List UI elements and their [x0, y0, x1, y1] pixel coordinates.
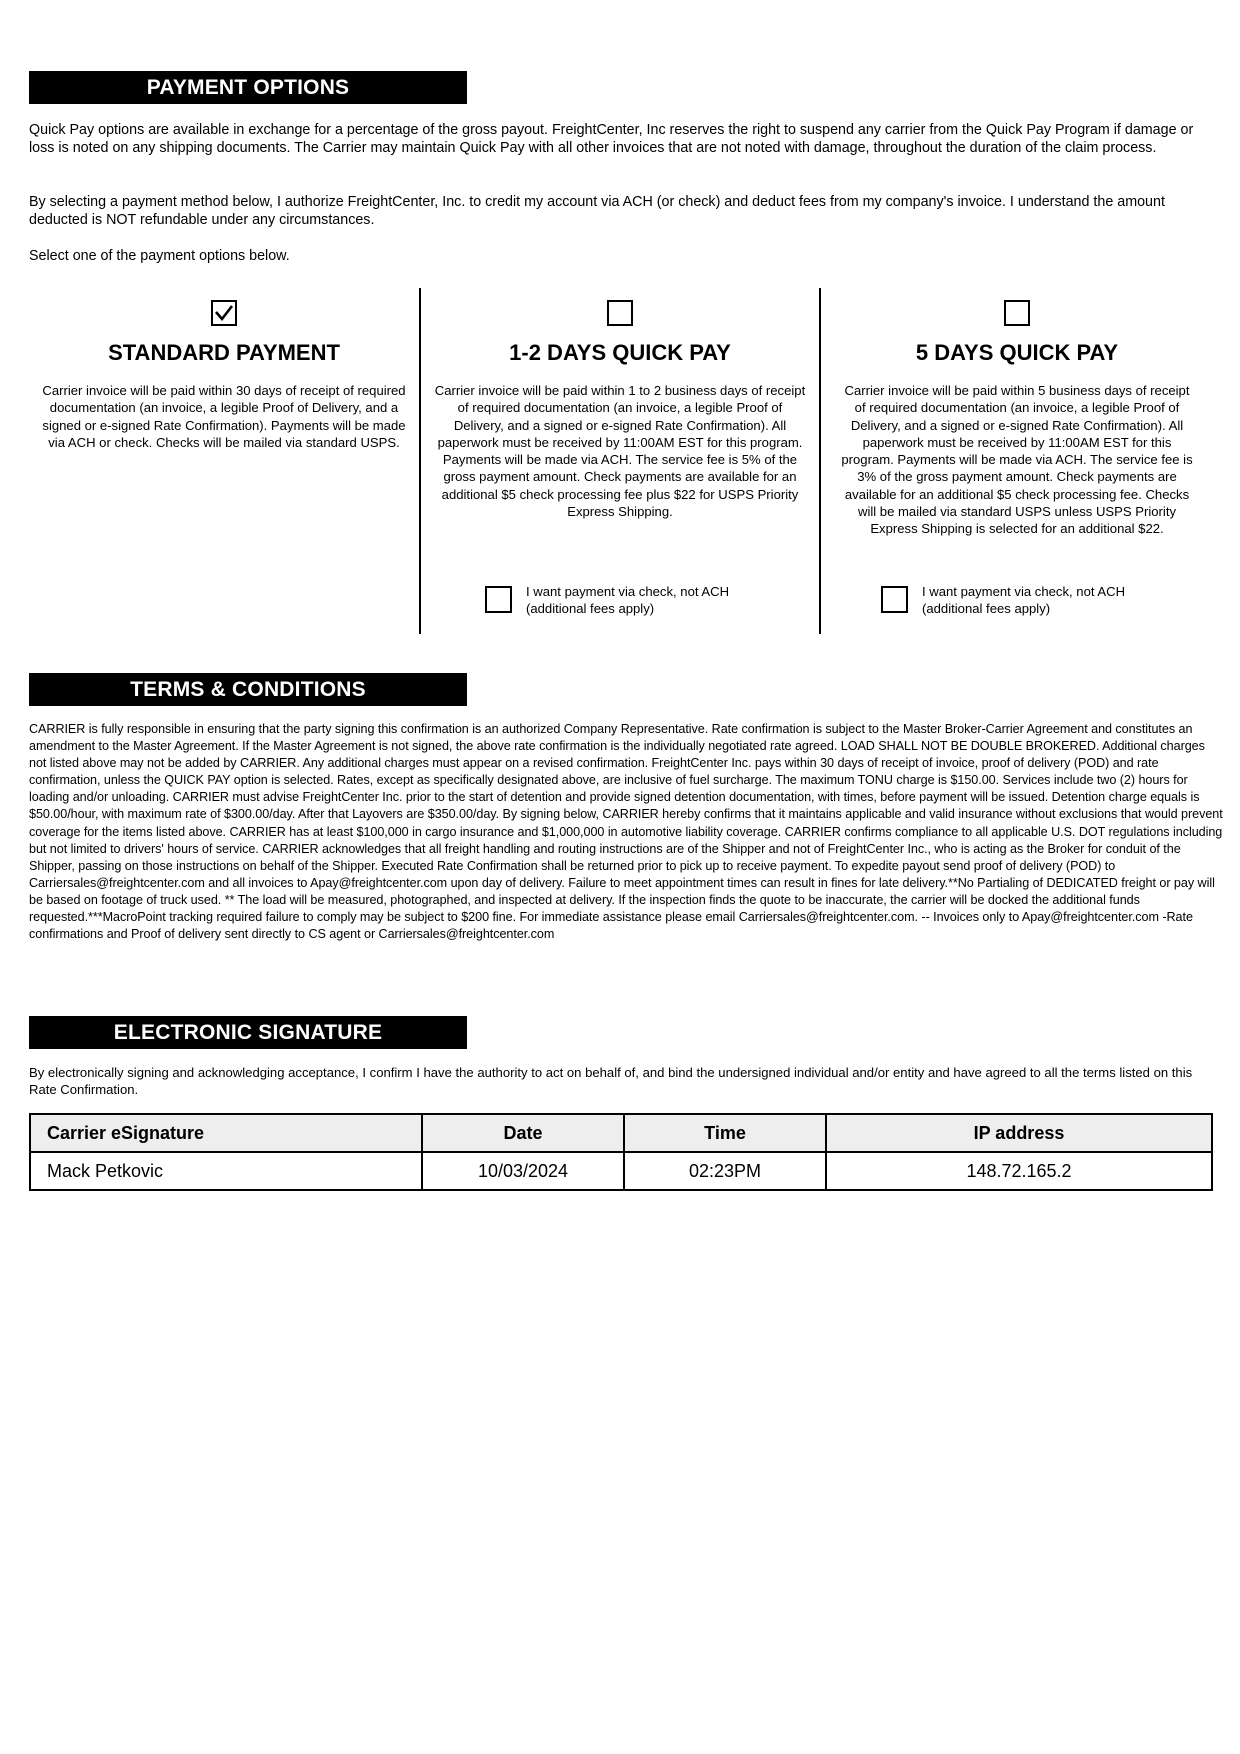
standard-payment-checkbox[interactable] [211, 300, 237, 326]
option-title: 1-2 DAYS QUICK PAY [509, 340, 731, 365]
column-header-carrier-esignature: Carrier eSignature [30, 1114, 422, 1152]
electronic-signature-header: ELECTRONIC SIGNATURE [29, 1016, 467, 1049]
carrier-esignature-value: Mack Petkovic [30, 1152, 422, 1190]
authorization-text: By selecting a payment method below, I authorize FreightCenter, Inc. to credit my account via ACH (or check) and deduct fees from my company's invoice. I understand the amount deducted is NOT refundable under any circumstances. [29, 194, 1165, 228]
check-payment-checkbox[interactable] [485, 586, 512, 613]
ip-address-value: 148.72.165.2 [826, 1152, 1212, 1190]
signature-table [29, 1113, 1213, 1191]
option-description: Carrier invoice will be paid within 30 days of receipt of required documentation (an invoice, a legible Proof of Delivery, and a signed or e-signed Rate Confirmation). Payments will be made via ACH or check. Checks will be mailed via standard USPS. [42, 383, 406, 450]
check-payment-checkbox[interactable] [881, 586, 908, 613]
column-header-time: Time [624, 1114, 826, 1152]
quick-pay-1-2-checkbox[interactable] [607, 300, 633, 326]
check-payment-option[interactable] [421, 583, 819, 618]
payment-options-header: PAYMENT OPTIONS [29, 71, 467, 104]
payment-option-columns [29, 288, 1213, 634]
option-title: 5 DAYS QUICK PAY [915, 340, 1119, 365]
option-quick-pay-1-2-days[interactable] [419, 288, 819, 634]
quick-pay-intro: Quick Pay options are available in exchange for a percentage of the gross payout. FreightCenter, Inc reserves the right to suspend any carrier from the Quick Pay Program if damage or loss is noted on any shipping documents. The Carrier may maintain Quick Pay with all other invoices that are not noted with damage, throughout the duration of the claim process. [29, 122, 1194, 156]
option-standard-payment[interactable] [29, 288, 419, 634]
check-payment-label: I want payment via check, not ACH (additional fees apply) [526, 584, 730, 617]
signature-table-header-row [30, 1114, 1212, 1152]
checkmark-icon [214, 303, 234, 323]
signature-acknowledgement: By electronically signing and acknowledging acceptance, I confirm I have the authority to act on behalf of, and bind the undersigned individual and/or entity and have agreed to all the terms listed on this Rate Confirmation. [29, 1065, 1193, 1098]
quick-pay-5-checkbox[interactable] [1004, 300, 1030, 326]
date-value: 10/03/2024 [422, 1152, 624, 1190]
option-title: STANDARD PAYMENT [108, 340, 340, 365]
option-quick-pay-5-days[interactable] [819, 288, 1213, 634]
column-header-date: Date [422, 1114, 624, 1152]
option-description: Carrier invoice will be paid within 1 to 2 business days of receipt of required documentation (an invoice, a legible Proof of Delivery, and a signed or e-signed Rate Confirmation). All paperwork must be received by 11:00AM EST for this program. Payments will be made via ACH. The service fee is 5% of the gross payment amount. Check payments are available for an additional $5 check processing fee plus $22 for USPS Priority Express Shipping. [434, 383, 806, 520]
check-payment-label: I want payment via check, not ACH (additional fees apply) [922, 584, 1126, 617]
option-description: Carrier invoice will be paid within 5 business days of receipt of required documentation (an invoice, a legible Proof of Delivery, and a signed or e-signed Rate Confirmation). All paperwork must be received by 11:00AM EST for this program. Payments will be made via ACH. The service fee is 3% of the gross payment amount. Check payments are available for an additional $5 check processing fee. Checks will be mailed via standard USPS unless USPS Priority Express Shipping is selected for an additional $22. [841, 383, 1193, 537]
column-header-ip-address: IP address [826, 1114, 1212, 1152]
terms-header: TERMS & CONDITIONS [29, 673, 467, 706]
table-row [30, 1152, 1212, 1190]
time-value: 02:23PM [624, 1152, 826, 1190]
select-instruction: Select one of the payment options below. [29, 248, 290, 264]
check-payment-option[interactable] [821, 583, 1213, 618]
terms-text: CARRIER is fully responsible in ensuring that the party signing this confirmation is an authorized Company Representative. Rate confirmation is subject to the Master Broker-Carrier Agreement and constitutes an amendment to the Master Agreement. If the Master Agreement is not signed, the above rate confirmation is the individually negotiated rate agreed. LOAD SHALL NOT BE DOUBLE BROKERED. Additional charges not listed above may not be added by CARRIER. Any additional charges must appear on a revised confirmation. FreightCenter Inc. pays within 30 days of receipt of invoice, proof of delivery (POD) and rate confirmation, unless the QUICK PAY option is selected. Rates, except as specifically designated above, are inclusive of fuel surcharge. The maximum TONU charge is $150.00. Services include two (2) hours for loading and/or unloading. CARRIER must advise FreightCenter Inc. prior to the start of detention and provide signed detention documentation, with times, before payment will be issued. Detention charge equals is $50.00/hour, with maximum rate of $300.00/day. After that Layovers are $350.00/day. By signing below, CARRIER hereby confirms that it maintains applicable and valid insurance without exclusions that would prevent coverage for the items listed above. CARRIER has at least $100,000 in cargo insurance and $1,000,000 in automotive liability coverage. CARRIER confirms compliance to all applicable U.S. DOT regulations including but not limited to drivers' hours of service. CARRIER acknowledges that all freight handling and routing instructions are of the Shipper and not of FreightCenter Inc., who is acting as the Broker for conduit of the Shipper, passing on those instructions on behalf of the Shipper. Executed Rate Confirmation shall be returned prior to pick up to receive payment. To expedite payout send proof of delivery (POD) to Carriersales@freightcenter.com and all invoices to Apay@freightcenter.com upon day of delivery. Failure to meet appointment times can result in fines for late delivery.**No Partialing of DEDICATED freight or pay will be based on footage of truck used. ** The load will be measured, photographed, and inspected at delivery. If the inspection finds the quote to be inaccurate, the carrier will be docked the additional funds requested.***MacroPoint tracking required failure to comply may be subject to $200 fine. For immediate assistance please email Carriersales@freightcenter.com. -- Invoices only to Apay@freightcenter.com -Rate confirmations and Proof of delivery sent directly to CS agent or Carriersales@freightcenter.com [29, 722, 1223, 942]
